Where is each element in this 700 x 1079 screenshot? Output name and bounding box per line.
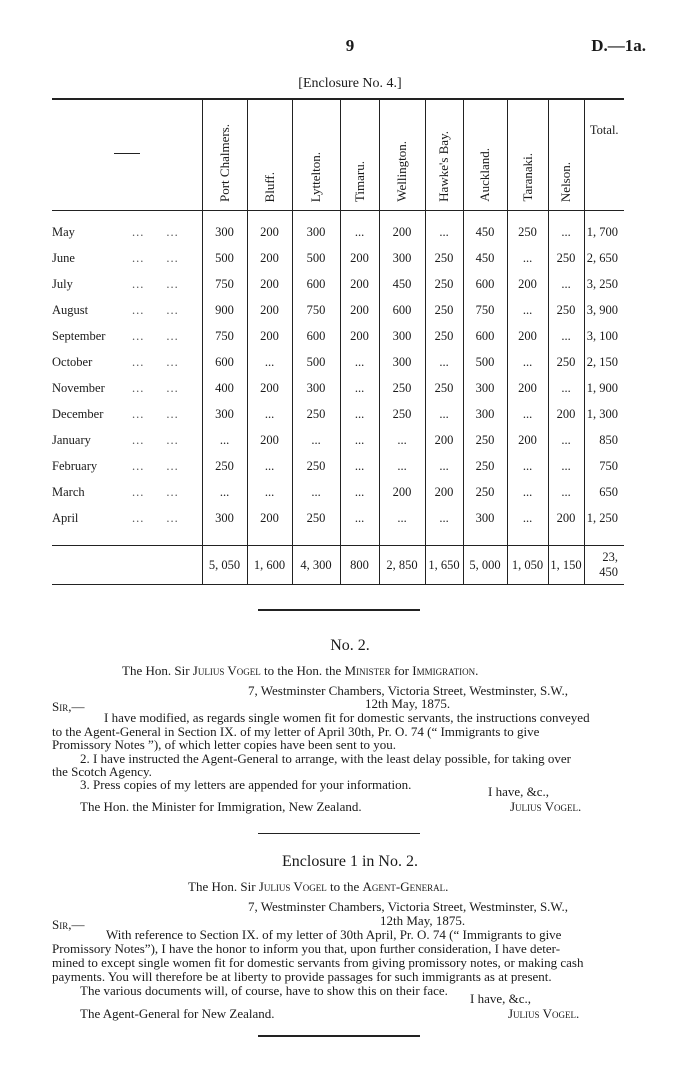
letter-date: 12th May, 1875.	[365, 696, 451, 711]
value-cell: 750	[292, 297, 340, 323]
value-cell: ...	[507, 349, 548, 375]
enclosure-closing: I have, &c.,	[470, 991, 532, 1006]
month-cell: December ... ...	[52, 406, 179, 421]
month-cell: October ... ...	[52, 354, 179, 369]
value-cell: ...	[548, 453, 584, 479]
value-cell: 300	[202, 505, 247, 531]
value-cell: 300	[292, 211, 340, 246]
letter-body-line: to the Agent-General in Section IX. of my letter of April 30th, Pr. O. 74 (“ Immigrants to give	[52, 724, 540, 739]
column-total-cell: 5, 050	[202, 546, 247, 585]
column-total-cell: 1, 150	[548, 546, 584, 585]
value-cell: 750	[463, 297, 507, 323]
value-cell: 300	[202, 211, 247, 246]
value-cell: 500	[202, 245, 247, 271]
value-cell: 250	[379, 401, 425, 427]
letter-salutation: Sir,—	[52, 699, 85, 714]
immigration-schedule-table	[52, 98, 624, 585]
letter-heading: No. 2.	[330, 637, 370, 654]
value-cell: 250	[202, 453, 247, 479]
value-cell: 600	[202, 349, 247, 375]
month-cell: April ... ...	[52, 510, 179, 525]
value-cell: ...	[202, 427, 247, 453]
value-cell: 200	[425, 479, 463, 505]
value-cell: ...	[507, 401, 548, 427]
value-cell: 200	[425, 427, 463, 453]
value-cell: ...	[548, 271, 584, 297]
value-cell: ...	[425, 349, 463, 375]
column-total-cell: 4, 300	[292, 546, 340, 585]
value-cell: ...	[340, 375, 379, 401]
table-row	[52, 375, 624, 401]
enclosure-body-line: The various documents will, of course, have to show this on their face.	[80, 983, 448, 998]
value-cell: 450	[463, 245, 507, 271]
enclosure-body-line: With reference to Section IX. of my letter of 30th April, Pr. O. 74 (“ Immigrants to give	[106, 927, 562, 942]
row-total-cell: 1, 250	[584, 505, 624, 531]
table-row	[52, 453, 624, 479]
value-cell: 500	[292, 245, 340, 271]
column-header: Lyttelton.	[292, 99, 340, 211]
value-cell: ...	[379, 505, 425, 531]
value-cell: 250	[463, 479, 507, 505]
value-cell: ...	[548, 479, 584, 505]
value-cell: ...	[379, 427, 425, 453]
row-total-cell: 1, 300	[584, 401, 624, 427]
value-cell: ...	[292, 427, 340, 453]
row-total-cell: 2, 650	[584, 245, 624, 271]
row-total-cell: 1, 700	[584, 211, 624, 246]
value-cell: 750	[202, 271, 247, 297]
row-total-cell: 3, 900	[584, 297, 624, 323]
value-cell: 300	[463, 375, 507, 401]
value-cell: 500	[292, 349, 340, 375]
table-row	[52, 245, 624, 271]
value-cell: ...	[340, 401, 379, 427]
spacer-cell	[292, 531, 340, 546]
value-cell: ...	[247, 453, 292, 479]
value-cell: 300	[379, 323, 425, 349]
enclosure-address: 7, Westminster Chambers, Victoria Street, Westminster, S.W.,	[248, 899, 569, 914]
value-cell: 450	[379, 271, 425, 297]
month-cell: January ... ...	[52, 432, 179, 447]
value-cell: 300	[202, 401, 247, 427]
value-cell: ...	[425, 401, 463, 427]
table-row	[52, 479, 624, 505]
value-cell: 250	[292, 401, 340, 427]
value-cell: 900	[202, 297, 247, 323]
value-cell: 200	[507, 375, 548, 401]
spacer-cell	[247, 531, 292, 546]
table-row	[52, 401, 624, 427]
spacer-cell	[340, 531, 379, 546]
value-cell: ...	[247, 401, 292, 427]
value-cell: 200	[340, 245, 379, 271]
value-cell: 250	[548, 297, 584, 323]
enclosure-date: 12th May, 1875.	[380, 913, 466, 928]
table-row	[52, 505, 624, 531]
section-rule	[258, 833, 420, 834]
value-cell: 250	[507, 211, 548, 246]
value-cell: ...	[548, 427, 584, 453]
value-cell: ...	[340, 505, 379, 531]
value-cell: ...	[340, 349, 379, 375]
month-cell: June ... ...	[52, 250, 179, 265]
value-cell: 200	[379, 211, 425, 246]
column-header: Auckland.	[463, 99, 507, 211]
value-cell: ...	[507, 245, 548, 271]
value-cell: 200	[507, 427, 548, 453]
letter-signature: Julius Vogel.	[510, 799, 582, 814]
value-cell: 250	[548, 245, 584, 271]
value-cell: 400	[202, 375, 247, 401]
grand-total-cell: 23, 450	[584, 546, 624, 585]
value-cell: 600	[463, 271, 507, 297]
spacer-cell	[463, 531, 507, 546]
section-rule	[258, 609, 420, 611]
value-cell: 200	[247, 297, 292, 323]
spacer-cell	[548, 531, 584, 546]
row-total-cell: 850	[584, 427, 624, 453]
enclosure-body-line: mined to except single women fit for domestic servants from giving promissory notes, or making cash	[52, 955, 584, 970]
value-cell: 200	[507, 271, 548, 297]
value-cell: 250	[548, 349, 584, 375]
column-total-cell: 800	[340, 546, 379, 585]
enclosure-title: [Enclosure No. 4.]	[298, 76, 402, 91]
spacer-cell	[52, 531, 202, 546]
enclosure-addressee: The Agent-General for New Zealand.	[80, 1006, 275, 1021]
enclosure-body-line: payments. You will therefore be at liberty to provide passages for such immigrants as at present.	[52, 969, 552, 984]
letter-address: 7, Westminster Chambers, Victoria Street, Westminster, S.W.,	[248, 683, 569, 698]
spacer-cell	[507, 531, 548, 546]
value-cell: 750	[202, 323, 247, 349]
value-cell: 250	[425, 323, 463, 349]
column-header: Taranaki.	[507, 99, 548, 211]
total-column-header: Total.	[584, 99, 624, 211]
letter-from-line: The Hon. Sir Julius Vogel to the Hon. the Minister for Immigration.	[122, 663, 479, 678]
value-cell: ...	[247, 349, 292, 375]
column-header: Hawke's Bay.	[425, 99, 463, 211]
value-cell: 250	[425, 271, 463, 297]
month-cell: July ... ...	[52, 276, 179, 291]
table-row	[52, 271, 624, 297]
letter-body-line: the Scotch Agency.	[52, 764, 152, 779]
column-header: Bluff.	[247, 99, 292, 211]
section-rule	[258, 1035, 420, 1037]
column-total-cell: 1, 050	[507, 546, 548, 585]
value-cell: 600	[292, 323, 340, 349]
letter-body-line: Promissory Notes ”), of which letter copies have been sent to you.	[52, 737, 397, 752]
value-cell: ...	[340, 211, 379, 246]
totals-label-cell	[52, 546, 202, 585]
letter-addressee: The Hon. the Minister for Immigration, New Zealand.	[80, 799, 362, 814]
column-total-cell: 1, 600	[247, 546, 292, 585]
value-cell: ...	[548, 323, 584, 349]
page-number: 9	[345, 36, 355, 55]
row-total-cell: 3, 100	[584, 323, 624, 349]
row-total-cell: 650	[584, 479, 624, 505]
value-cell: 250	[379, 375, 425, 401]
value-cell: 250	[292, 505, 340, 531]
enclosure-salutation: Sir,—	[52, 917, 85, 932]
letter-body-line: 2. I have instructed the Agent-General to arrange, with the least delay possible, for taking over	[80, 751, 571, 766]
table-row	[52, 297, 624, 323]
value-cell: 200	[247, 505, 292, 531]
row-total-cell: 750	[584, 453, 624, 479]
value-cell: 200	[340, 297, 379, 323]
value-cell: ...	[507, 297, 548, 323]
stub-dash	[114, 153, 140, 154]
value-cell: ...	[340, 427, 379, 453]
value-cell: 200	[247, 271, 292, 297]
value-cell: 450	[463, 211, 507, 246]
spacer-cell	[379, 531, 425, 546]
row-total-cell: 3, 250	[584, 271, 624, 297]
enclosure-body-line: Promissory Notes”), I have the honor to inform you that, upon further consideration, I have deter-	[52, 941, 561, 956]
letter-closing: I have, &c.,	[488, 784, 550, 799]
value-cell: ...	[292, 479, 340, 505]
value-cell: 200	[247, 211, 292, 246]
value-cell: ...	[425, 211, 463, 246]
value-cell: 200	[340, 271, 379, 297]
column-header: Wellington.	[379, 99, 425, 211]
column-header: Port Chalmers.	[202, 99, 247, 211]
value-cell: 500	[463, 349, 507, 375]
value-cell: ...	[507, 505, 548, 531]
table-row	[52, 211, 624, 246]
value-cell: 250	[463, 453, 507, 479]
value-cell: 200	[548, 505, 584, 531]
value-cell: 300	[463, 401, 507, 427]
value-cell: ...	[548, 211, 584, 246]
value-cell: 200	[247, 245, 292, 271]
value-cell: 300	[379, 245, 425, 271]
month-cell: May ... ...	[52, 224, 179, 239]
value-cell: 600	[379, 297, 425, 323]
enclosure-from-line: The Hon. Sir Julius Vogel to the Agent-General.	[188, 879, 449, 894]
value-cell: 200	[548, 401, 584, 427]
value-cell: ...	[507, 479, 548, 505]
value-cell: 250	[425, 297, 463, 323]
value-cell: ...	[425, 453, 463, 479]
value-cell: 200	[379, 479, 425, 505]
column-total-cell: 5, 000	[463, 546, 507, 585]
spacer-cell	[584, 531, 624, 546]
enclosure-signature: Julius Vogel.	[508, 1006, 580, 1021]
value-cell: 250	[463, 427, 507, 453]
value-cell: ...	[548, 375, 584, 401]
row-total-cell: 1, 900	[584, 375, 624, 401]
value-cell: 300	[292, 375, 340, 401]
value-cell: 600	[463, 323, 507, 349]
letter-body-line: I have modified, as regards single women fit for domestic servants, the instructions conveyed	[104, 710, 590, 725]
table-header-row	[52, 99, 624, 211]
stub-header	[52, 99, 202, 211]
value-cell: ...	[247, 479, 292, 505]
month-cell: February ... ...	[52, 458, 179, 473]
month-cell: September ... ...	[52, 328, 179, 343]
totals-row	[52, 546, 624, 585]
value-cell: 300	[379, 349, 425, 375]
month-cell: August ... ...	[52, 302, 179, 317]
value-cell: 250	[425, 375, 463, 401]
value-cell: ...	[340, 479, 379, 505]
letter-body-line: 3. Press copies of my letters are appended for your information.	[80, 777, 412, 792]
spacer-cell	[202, 531, 247, 546]
value-cell: ...	[340, 453, 379, 479]
month-cell: March ... ...	[52, 484, 179, 499]
value-cell: 200	[507, 323, 548, 349]
table-row	[52, 427, 624, 453]
value-cell: 300	[463, 505, 507, 531]
value-cell: 250	[425, 245, 463, 271]
value-cell: 600	[292, 271, 340, 297]
value-cell: 200	[247, 427, 292, 453]
value-cell: 200	[247, 375, 292, 401]
value-cell: 250	[292, 453, 340, 479]
column-total-cell: 1, 650	[425, 546, 463, 585]
table-row	[52, 323, 624, 349]
month-cell: November ... ...	[52, 380, 179, 395]
spacer-cell	[425, 531, 463, 546]
spacer-row	[52, 531, 624, 546]
column-header: Nelson.	[548, 99, 584, 211]
document-code: D.—1a.	[591, 36, 646, 55]
table-row	[52, 349, 624, 375]
column-total-cell: 2, 850	[379, 546, 425, 585]
column-header: Timaru.	[340, 99, 379, 211]
value-cell: 200	[247, 323, 292, 349]
row-total-cell: 2, 150	[584, 349, 624, 375]
value-cell: ...	[202, 479, 247, 505]
enclosure-heading: Enclosure 1 in No. 2.	[282, 853, 418, 870]
value-cell: ...	[507, 453, 548, 479]
value-cell: ...	[425, 505, 463, 531]
value-cell: 200	[340, 323, 379, 349]
value-cell: ...	[379, 453, 425, 479]
